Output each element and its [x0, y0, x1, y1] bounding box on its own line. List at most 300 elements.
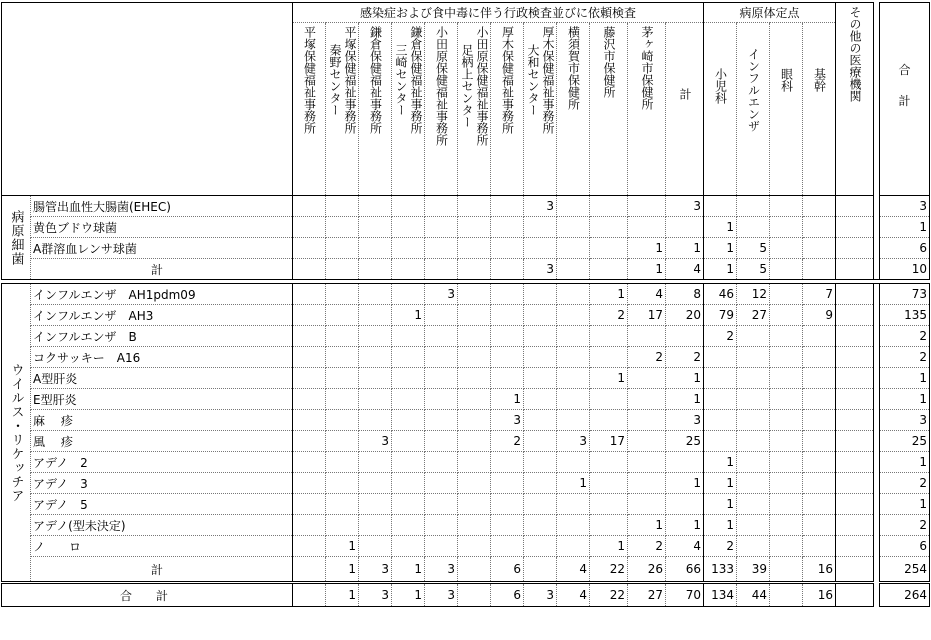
- column-header-c8-line-1: 厚木保健福祉事務所: [541, 26, 555, 134]
- value-cell: 1: [704, 473, 737, 494]
- value-cell: 3: [880, 196, 930, 217]
- column-header-c4-line-2: 三崎センター: [394, 44, 408, 116]
- row-total-label: 計: [31, 259, 293, 280]
- value-cell: 1: [880, 368, 930, 389]
- value-cell: 1: [628, 515, 666, 536]
- column-header-c3-line-1: 鎌倉保健福祉事務所: [368, 26, 383, 134]
- value-cell: [392, 347, 425, 368]
- value-cell: [737, 431, 770, 452]
- pathogen-name: A群溶血レンサ球菌: [31, 238, 293, 259]
- value-cell: 1: [704, 515, 737, 536]
- value-cell: [392, 217, 425, 238]
- value-cell: [557, 284, 590, 305]
- header-blank-corner: [2, 3, 293, 196]
- pathogen-name: 腸管出血性大腸菌(EHEC): [31, 196, 293, 217]
- value-cell: [359, 347, 392, 368]
- table-header: [2, 3, 930, 196]
- total-header-char-1: 合: [898, 63, 911, 77]
- value-cell: [803, 259, 836, 280]
- value-cell: [425, 431, 458, 452]
- virus-total-row: [2, 557, 930, 583]
- value-cell: [392, 536, 425, 557]
- value-cell: [293, 284, 326, 305]
- virus-row: [2, 347, 930, 368]
- value-cell: [392, 452, 425, 473]
- value-cell: [770, 259, 803, 280]
- value-cell: [836, 431, 874, 452]
- value-cell: 3: [557, 431, 590, 452]
- value-cell: [770, 583, 803, 607]
- value-cell: [458, 368, 491, 389]
- value-cell: [326, 389, 359, 410]
- value-cell: [557, 515, 590, 536]
- virus-row: [2, 536, 930, 557]
- value-cell: [359, 410, 392, 431]
- value-cell: 3: [524, 583, 557, 607]
- value-cell: [425, 238, 458, 259]
- total-header-char-2: 計: [898, 94, 911, 108]
- value-cell: [425, 305, 458, 326]
- value-cell: [392, 494, 425, 515]
- value-cell: 254: [880, 557, 930, 583]
- virus-row: [2, 494, 930, 515]
- value-cell: 6: [880, 238, 930, 259]
- pathogen-name: インフルエンザ B: [31, 326, 293, 347]
- value-cell: [737, 494, 770, 515]
- value-cell: 2: [704, 536, 737, 557]
- value-cell: 1: [666, 389, 704, 410]
- value-cell: 4: [557, 557, 590, 583]
- value-cell: [803, 452, 836, 473]
- value-cell: [458, 238, 491, 259]
- value-cell: [293, 238, 326, 259]
- value-cell: [491, 238, 524, 259]
- value-cell: [590, 389, 628, 410]
- value-cell: 6: [880, 536, 930, 557]
- column-header-c4-line-1: 鎌倉保健福祉事務所: [409, 26, 423, 134]
- value-cell: [293, 196, 326, 217]
- category-label-virus: ウイルス・リケッチア: [2, 284, 31, 583]
- value-cell: [293, 305, 326, 326]
- value-cell: 1: [326, 536, 359, 557]
- value-cell: [524, 238, 557, 259]
- other-institutions-label: その他の医療機関: [848, 6, 862, 102]
- value-cell: [359, 389, 392, 410]
- value-cell: [803, 347, 836, 368]
- value-cell: [803, 515, 836, 536]
- value-cell: [628, 452, 666, 473]
- column-header-c7: [491, 23, 524, 196]
- value-cell: 70: [666, 583, 704, 607]
- value-cell: [293, 326, 326, 347]
- value-cell: [628, 473, 666, 494]
- value-cell: 7: [803, 284, 836, 305]
- value-cell: [704, 431, 737, 452]
- value-cell: [458, 431, 491, 452]
- value-cell: [590, 259, 628, 280]
- agency-group-header: 感染症および食中毒に伴う行政検査並びに依頼検査: [293, 3, 704, 23]
- value-cell: [770, 305, 803, 326]
- value-cell: [293, 410, 326, 431]
- value-cell: [392, 326, 425, 347]
- bacteria-row: [2, 238, 930, 259]
- value-cell: [737, 410, 770, 431]
- value-cell: 4: [666, 259, 704, 280]
- value-cell: [803, 494, 836, 515]
- value-cell: 27: [737, 305, 770, 326]
- value-cell: [392, 410, 425, 431]
- value-cell: 3: [880, 410, 930, 431]
- value-cell: [458, 326, 491, 347]
- value-cell: [458, 259, 491, 280]
- value-cell: [425, 259, 458, 280]
- value-cell: 4: [557, 583, 590, 607]
- value-cell: 4: [628, 284, 666, 305]
- value-cell: [803, 536, 836, 557]
- value-cell: [590, 452, 628, 473]
- value-cell: [836, 557, 874, 583]
- value-cell: 2: [491, 431, 524, 452]
- value-cell: [392, 389, 425, 410]
- value-cell: 17: [628, 305, 666, 326]
- value-cell: [628, 389, 666, 410]
- value-cell: [326, 431, 359, 452]
- value-cell: [836, 259, 874, 280]
- value-cell: [524, 452, 557, 473]
- value-cell: 79: [704, 305, 737, 326]
- value-cell: 1: [392, 557, 425, 583]
- pathogen-name: アデノ(型未決定): [31, 515, 293, 536]
- value-cell: [491, 305, 524, 326]
- value-cell: [524, 473, 557, 494]
- value-cell: [770, 557, 803, 583]
- value-cell: 5: [737, 259, 770, 280]
- value-cell: [458, 305, 491, 326]
- column-header-s3: [770, 23, 803, 196]
- column-header-c6-line-1: 小田原保健福祉事務所: [475, 26, 489, 146]
- value-cell: 2: [880, 515, 930, 536]
- pathogen-name: E型肝炎: [31, 389, 293, 410]
- value-cell: [524, 305, 557, 326]
- value-cell: [524, 494, 557, 515]
- value-cell: 3: [425, 284, 458, 305]
- column-header-c5-line-1: 小田原保健福祉事務所: [434, 26, 449, 146]
- value-cell: 16: [803, 583, 836, 607]
- value-cell: 1: [666, 473, 704, 494]
- value-cell: 16: [803, 557, 836, 583]
- value-cell: 3: [491, 410, 524, 431]
- value-cell: 134: [704, 583, 737, 607]
- sentinel-group-header: 病原体定点: [704, 3, 836, 23]
- value-cell: [770, 196, 803, 217]
- column-header-c2-line-2: 秦野センター: [328, 44, 342, 116]
- value-cell: [557, 326, 590, 347]
- value-cell: 3: [666, 196, 704, 217]
- value-cell: [359, 473, 392, 494]
- value-cell: [425, 217, 458, 238]
- value-cell: [524, 431, 557, 452]
- value-cell: 20: [666, 305, 704, 326]
- value-cell: [458, 284, 491, 305]
- row-total-label: 計: [31, 557, 293, 583]
- value-cell: [524, 557, 557, 583]
- value-cell: [590, 473, 628, 494]
- value-cell: 1: [491, 389, 524, 410]
- value-cell: [359, 536, 392, 557]
- pathogen-name: ノ ロ: [31, 536, 293, 557]
- value-cell: [836, 473, 874, 494]
- value-cell: 26: [628, 557, 666, 583]
- value-cell: [836, 347, 874, 368]
- value-cell: [836, 452, 874, 473]
- virus-row: [2, 389, 930, 410]
- pathogen-name: インフルエンザ AH1pdm09: [31, 284, 293, 305]
- table-body: [2, 196, 930, 607]
- value-cell: [770, 515, 803, 536]
- value-cell: [359, 217, 392, 238]
- grand-total-row: [2, 583, 930, 607]
- value-cell: [458, 536, 491, 557]
- column-header-s4-line-1: 基幹: [812, 68, 827, 92]
- column-header-c8-line-2: 大和センター: [526, 44, 540, 116]
- value-cell: [425, 389, 458, 410]
- value-cell: [524, 515, 557, 536]
- value-cell: [770, 452, 803, 473]
- value-cell: [557, 410, 590, 431]
- virus-row: [2, 473, 930, 494]
- value-cell: 135: [880, 305, 930, 326]
- value-cell: 1: [880, 452, 930, 473]
- column-header-s4: [803, 23, 836, 196]
- value-cell: [770, 536, 803, 557]
- value-cell: 2: [880, 347, 930, 368]
- value-cell: [803, 238, 836, 259]
- value-cell: [836, 515, 874, 536]
- value-cell: [836, 536, 874, 557]
- value-cell: 9: [803, 305, 836, 326]
- value-cell: [458, 473, 491, 494]
- value-cell: [359, 238, 392, 259]
- value-cell: [293, 389, 326, 410]
- column-header-s1-line-1: 小児科: [713, 68, 728, 104]
- column-header-c7-line-1: 厚木保健福祉事務所: [500, 26, 515, 134]
- value-cell: 2: [704, 326, 737, 347]
- value-cell: [293, 347, 326, 368]
- value-cell: [666, 452, 704, 473]
- value-cell: [836, 238, 874, 259]
- column-header-s1: [704, 23, 737, 196]
- value-cell: 8: [666, 284, 704, 305]
- value-cell: [590, 196, 628, 217]
- value-cell: [293, 557, 326, 583]
- value-cell: [491, 536, 524, 557]
- column-header-c11-line-1: 茅ヶ崎市保健所: [640, 26, 654, 110]
- value-cell: [359, 259, 392, 280]
- virus-row: [2, 515, 930, 536]
- value-cell: [803, 368, 836, 389]
- value-cell: [836, 368, 874, 389]
- value-cell: [524, 410, 557, 431]
- value-cell: [770, 368, 803, 389]
- value-cell: [326, 259, 359, 280]
- value-cell: 3: [524, 259, 557, 280]
- value-cell: [293, 473, 326, 494]
- value-cell: 2: [628, 536, 666, 557]
- value-cell: 1: [704, 259, 737, 280]
- value-cell: [737, 515, 770, 536]
- value-cell: 1: [704, 238, 737, 259]
- value-cell: 1: [557, 473, 590, 494]
- value-cell: [491, 347, 524, 368]
- pathogen-name: コクサッキー A16: [31, 347, 293, 368]
- value-cell: [737, 196, 770, 217]
- value-cell: [590, 347, 628, 368]
- value-cell: [737, 326, 770, 347]
- value-cell: [524, 368, 557, 389]
- value-cell: [326, 217, 359, 238]
- value-cell: [293, 583, 326, 607]
- pathogen-name: アデノ 2: [31, 452, 293, 473]
- value-cell: [557, 238, 590, 259]
- value-cell: [491, 259, 524, 280]
- value-cell: 2: [880, 473, 930, 494]
- value-cell: [803, 410, 836, 431]
- row-total-label: 合 計: [2, 583, 293, 607]
- value-cell: [359, 515, 392, 536]
- pathogen-name: 麻 疹: [31, 410, 293, 431]
- virus-row: [2, 452, 930, 473]
- value-cell: [392, 473, 425, 494]
- value-cell: [359, 196, 392, 217]
- value-cell: [392, 284, 425, 305]
- value-cell: [704, 389, 737, 410]
- value-cell: 1: [590, 368, 628, 389]
- value-cell: 1: [880, 217, 930, 238]
- value-cell: [458, 452, 491, 473]
- value-cell: [524, 347, 557, 368]
- value-cell: 1: [326, 583, 359, 607]
- value-cell: [666, 494, 704, 515]
- value-cell: [628, 368, 666, 389]
- value-cell: [737, 347, 770, 368]
- total-header-label: [880, 6, 929, 109]
- value-cell: 1: [666, 238, 704, 259]
- value-cell: [557, 305, 590, 326]
- value-cell: [704, 347, 737, 368]
- value-cell: [293, 515, 326, 536]
- value-cell: [628, 410, 666, 431]
- value-cell: [704, 410, 737, 431]
- column-header-c5: [425, 23, 458, 196]
- value-cell: [770, 347, 803, 368]
- value-cell: [425, 326, 458, 347]
- value-cell: [458, 410, 491, 431]
- total-column-header: [880, 3, 930, 196]
- value-cell: [425, 494, 458, 515]
- value-cell: [425, 536, 458, 557]
- value-cell: 3: [425, 557, 458, 583]
- value-cell: [557, 347, 590, 368]
- value-cell: [737, 473, 770, 494]
- value-cell: [524, 389, 557, 410]
- value-cell: [326, 196, 359, 217]
- value-cell: [458, 515, 491, 536]
- value-cell: [359, 305, 392, 326]
- value-cell: 3: [359, 557, 392, 583]
- value-cell: 2: [880, 326, 930, 347]
- value-cell: [293, 217, 326, 238]
- value-cell: [737, 217, 770, 238]
- value-cell: [491, 515, 524, 536]
- value-cell: [770, 494, 803, 515]
- value-cell: [836, 284, 874, 305]
- virus-row: [2, 431, 930, 452]
- value-cell: 6: [491, 557, 524, 583]
- column-header-c10-line-1: 藤沢市保健所: [602, 26, 616, 98]
- value-cell: [737, 536, 770, 557]
- pathogen-name: A型肝炎: [31, 368, 293, 389]
- category-label-bacteria: 病原細菌: [2, 196, 31, 280]
- value-cell: [557, 217, 590, 238]
- value-cell: [326, 452, 359, 473]
- value-cell: [293, 368, 326, 389]
- column-header-c6-line-2: 足柄上センター: [460, 44, 474, 128]
- value-cell: [836, 410, 874, 431]
- value-cell: [557, 536, 590, 557]
- value-cell: [293, 259, 326, 280]
- pathogen-name: 黄色ブドウ球菌: [31, 217, 293, 238]
- column-header-c2-line-1: 平塚保健福祉事務所: [343, 26, 357, 134]
- column-header-c8: [524, 23, 557, 196]
- value-cell: [666, 326, 704, 347]
- value-cell: [491, 452, 524, 473]
- column-header-c1: [293, 23, 326, 196]
- value-cell: 17: [590, 431, 628, 452]
- value-cell: [803, 473, 836, 494]
- bacteria-row: [2, 196, 930, 217]
- value-cell: [293, 494, 326, 515]
- value-cell: 66: [666, 557, 704, 583]
- value-cell: 1: [880, 494, 930, 515]
- column-header-c2: [326, 23, 359, 196]
- value-cell: [458, 557, 491, 583]
- pathogen-name: アデノ 3: [31, 473, 293, 494]
- value-cell: 1: [628, 259, 666, 280]
- value-cell: [326, 410, 359, 431]
- virus-row: [2, 326, 930, 347]
- value-cell: [293, 536, 326, 557]
- value-cell: [392, 368, 425, 389]
- value-cell: [836, 217, 874, 238]
- value-cell: [628, 494, 666, 515]
- value-cell: [293, 452, 326, 473]
- value-cell: [770, 238, 803, 259]
- virus-row: [2, 410, 930, 431]
- value-cell: [836, 583, 874, 607]
- column-header-c4: [392, 23, 425, 196]
- value-cell: [737, 452, 770, 473]
- value-cell: [293, 431, 326, 452]
- pathogen-name: 風 疹: [31, 431, 293, 452]
- value-cell: 1: [392, 583, 425, 607]
- value-cell: 2: [628, 347, 666, 368]
- value-cell: [770, 326, 803, 347]
- value-cell: [836, 494, 874, 515]
- value-cell: [628, 196, 666, 217]
- value-cell: [557, 494, 590, 515]
- value-cell: [458, 583, 491, 607]
- value-cell: 2: [590, 305, 628, 326]
